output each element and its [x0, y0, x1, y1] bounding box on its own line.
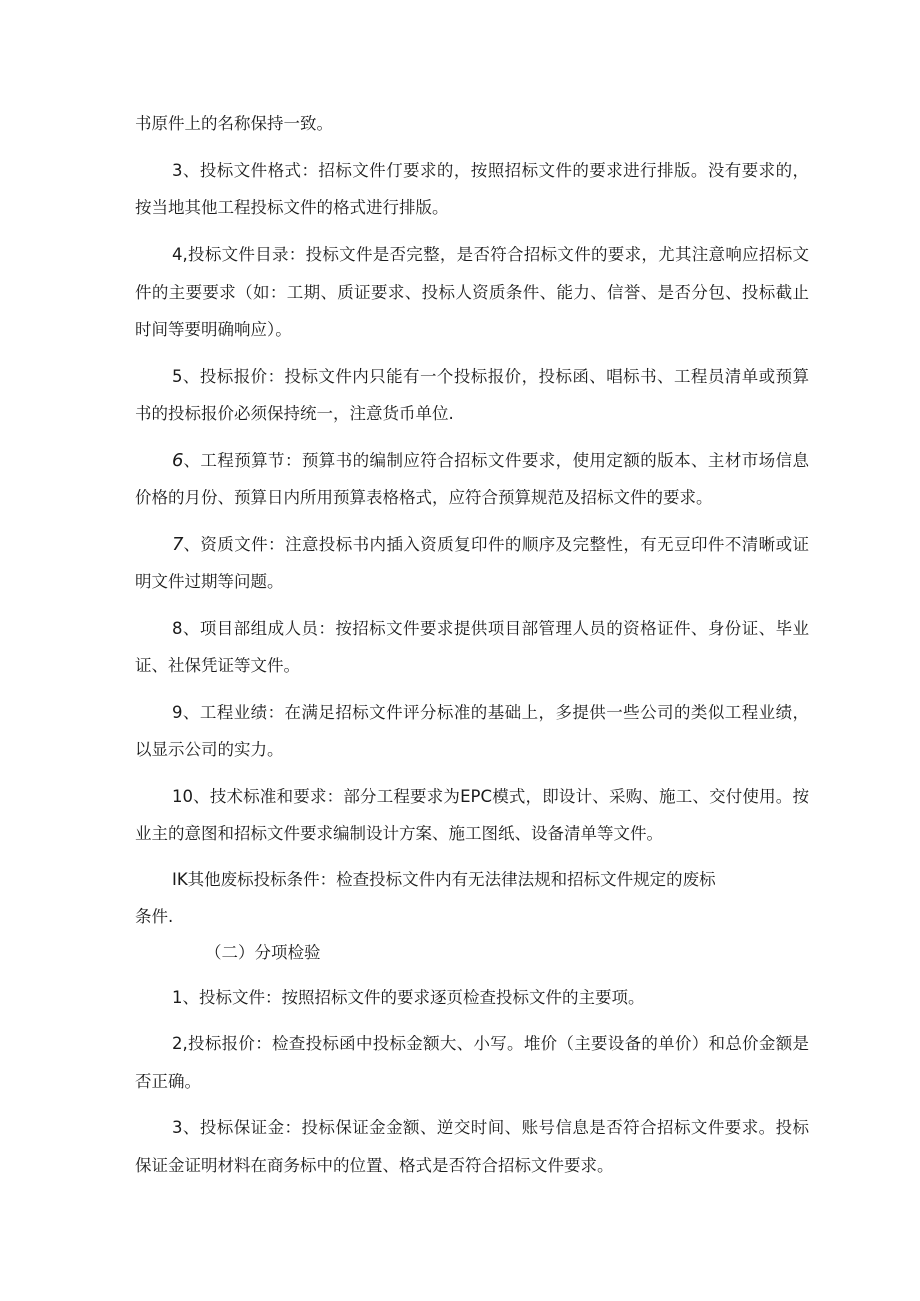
text-line: 4,投标文件目录：投标文件是否完整，是否符合招标文件的要求，尤其注意响应招标文 — [172, 245, 809, 264]
text-line: 5、投标报价：投标文件内只能有一个投标报价，投标函、唱标书、工程员清单或预算 — [172, 367, 809, 386]
paragraph-7-first-line — [172, 534, 809, 556]
text-line: 3、投标文件格式：招标文件仃要求的，按照招标文件的要求进行排版。没有要求的， — [172, 161, 809, 180]
text-line: 证、社保凭证等文件。 — [135, 656, 300, 675]
text-line: 保证金证明材料在商务标中的位置、格式是否符合招标文件要求。 — [135, 1156, 614, 1175]
text-line: 否正确。 — [135, 1072, 201, 1091]
text-line: 8、项目部组成人员：按招标文件要求提供项目部管理人员的资格证件、身份证、毕业 — [172, 619, 809, 638]
text-line: 书的投标报价必须保持统一，注意货币单位. — [135, 404, 454, 423]
text-line: 件的主要要求（如：工期、质证要求、投标人资质条件、能力、信誉、是否分包、投标截止 — [135, 283, 809, 302]
text-line: 、工程预算节：预算书的编制应符合招标文件要求，使用定额的版本、主材市场信息 — [183, 451, 809, 470]
item-number: 6 — [172, 450, 184, 471]
text-line: 明文件过期等问题。 — [135, 572, 284, 591]
text-line: 3、投标保证金：投标保证金金额、逆交时间、账号信息是否符合招标文件要求。投标 — [172, 1118, 809, 1137]
section-heading: （二）分项检验 — [205, 943, 321, 962]
paragraph-6-first-line — [172, 450, 809, 472]
text-line: 1、投标文件：按照招标文件的要求逐页检查投标文件的主要项。 — [172, 988, 645, 1007]
text-line: 价格的月份、预算日内所用预算表格格式，应符合预算规范及招标文件的要求。 — [135, 488, 713, 507]
text-line: 以显示公司的实力。 — [135, 740, 284, 759]
text-line: IK其他废标投标条件：检查投标文件内有无法律法规和招标文件规定的废标 — [172, 870, 716, 889]
text-line: 业主的意图和招标文件要求编制设计方案、施工图纸、设备清单等文件。 — [135, 824, 663, 843]
text-line: 2,投标报价：检查投标函中投标金额大、小写。堆价（主要设备的单价）和总价金额是 — [172, 1034, 809, 1053]
item-number: 7 — [172, 534, 184, 555]
text-line: 9、工程业绩：在满足招标文件评分标准的基础上，多提供一些公司的类似工程业绩， — [172, 703, 809, 722]
text-line: 时间等要明确响应）。 — [135, 320, 292, 339]
text-line: 、资质文件：注意投标书内插入资质复印件的顺序及完整性，有无豆印件不清晰或证 — [183, 535, 809, 554]
text-line: 按当地其他工程投标文件的格式进行排版。 — [135, 198, 449, 217]
text-line: 条件. — [135, 907, 174, 926]
text-line: 10、技术标准和要求：部分工程要求为EPC模式，即设计、采购、施工、交付使用。按 — [172, 787, 809, 806]
text-line: 书原件上的名称保持一致。 — [135, 114, 333, 133]
